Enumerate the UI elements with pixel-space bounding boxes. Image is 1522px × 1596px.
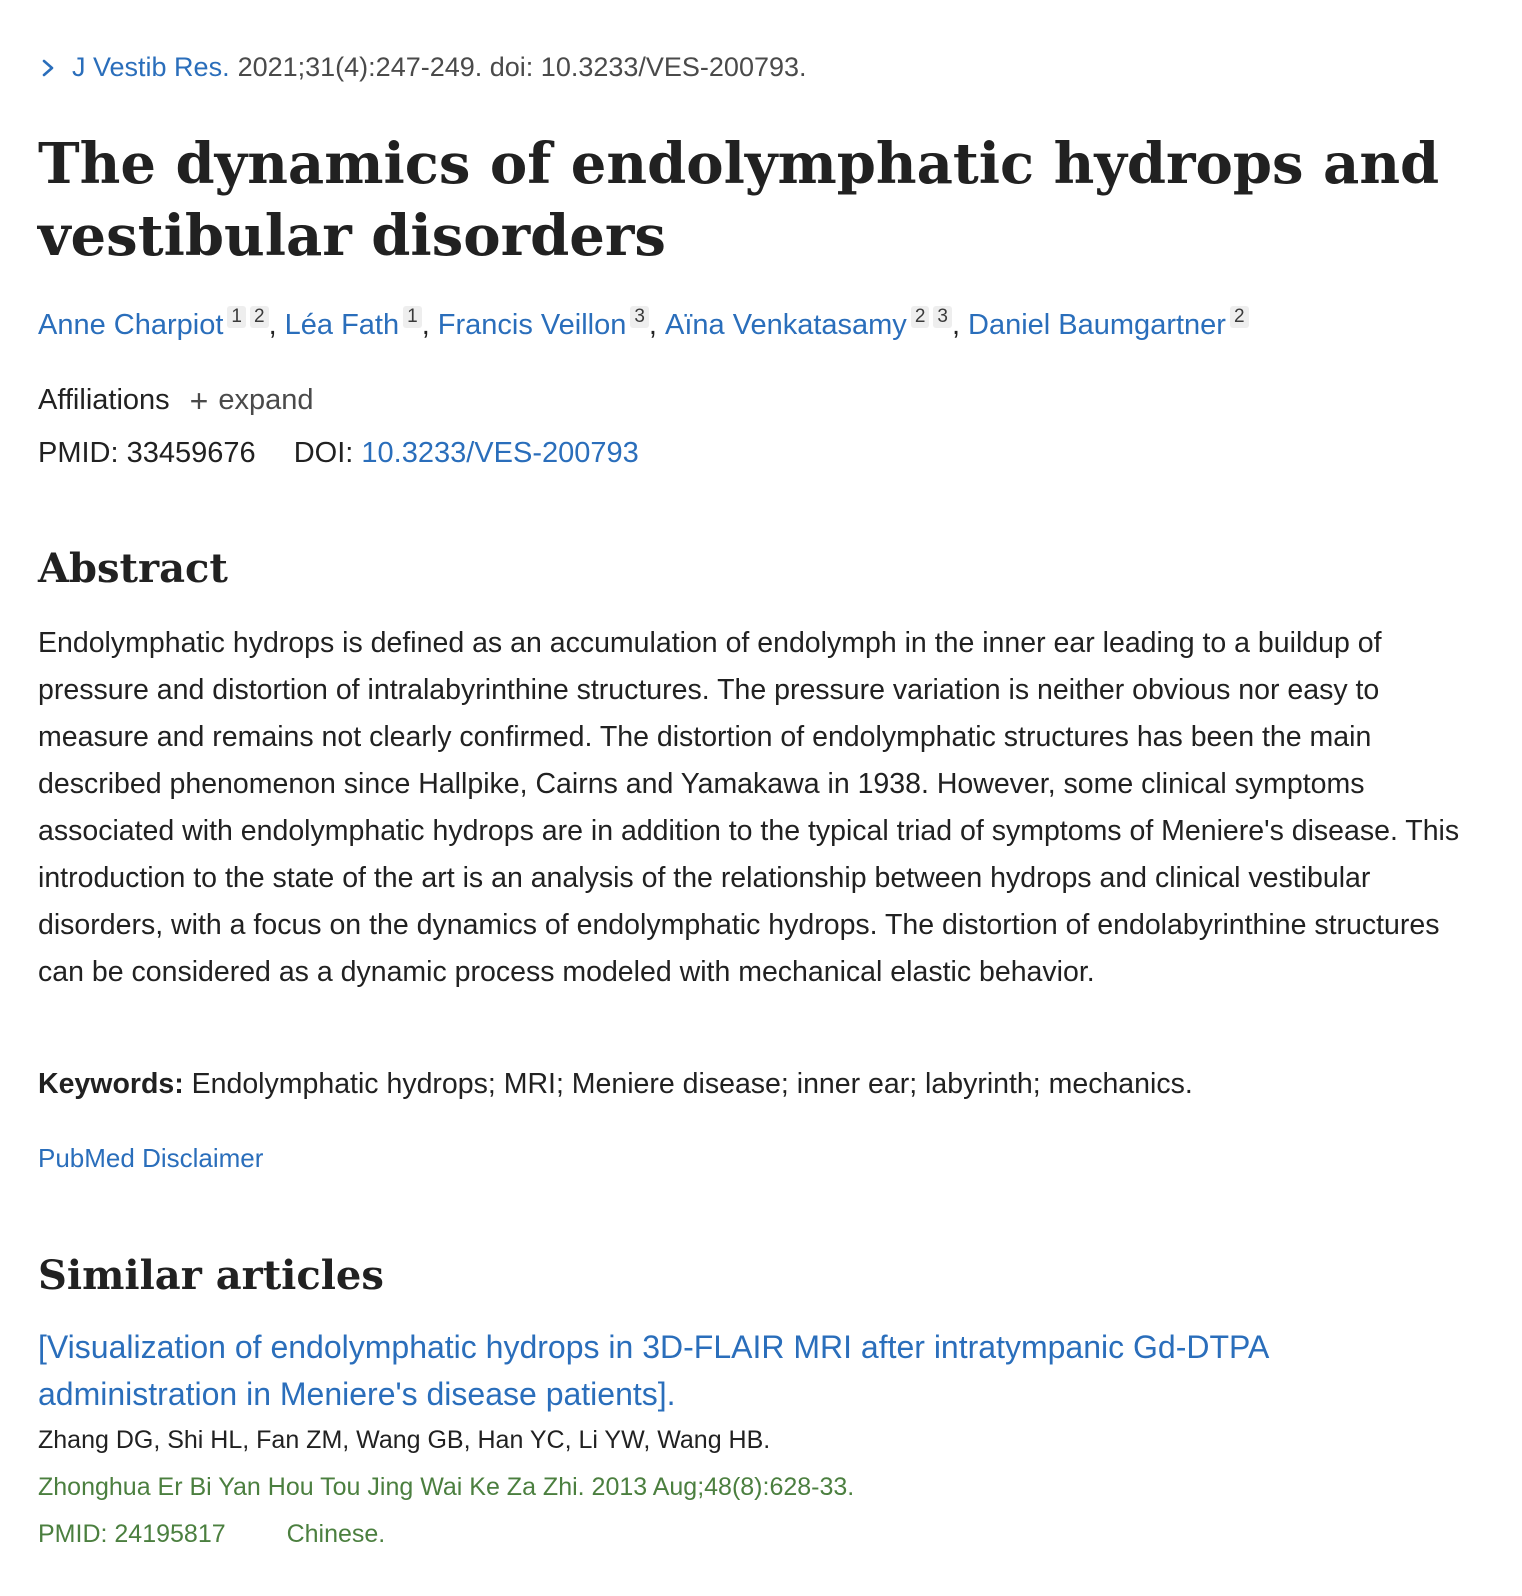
- journal-citation: [38, 52, 807, 83]
- similar-article-title-link[interactable]: [Visualization of endolymphatic hydrops in 3D-FLAIR MRI after intratympanic Gd-DTPA administration in Meniere's disease patients].: [38, 1329, 1268, 1412]
- abstract-heading: Abstract: [38, 545, 228, 592]
- author-list: Anne Charpiot 1 2 , Léa Fath 1 , Francis Veillon 3 , Aïna Venkatasamy 2 3 , Daniel Baumgartner 2: [38, 306, 1249, 342]
- similar-article-language: Chinese.: [286, 1520, 386, 1548]
- doi-link[interactable]: 10.3233/VES-200793: [361, 437, 639, 469]
- affiliation-ref[interactable]: 3: [630, 306, 649, 328]
- journal-link[interactable]: J Vestib Res.: [72, 52, 230, 82]
- plus-icon: +: [189, 382, 209, 419]
- similar-article-authors: Zhang DG, Shi HL, Fan ZM, Wang GB, Han YC, Li YW, Wang HB.: [38, 1426, 771, 1454]
- author-link[interactable]: Aïna Venkatasamy: [664, 309, 907, 341]
- author-link[interactable]: Léa Fath: [284, 309, 400, 341]
- article-title: The dynamics of endolymphatic hydrops and vestibular disorders: [38, 131, 1440, 269]
- affiliations-label: Affiliations: [38, 384, 170, 416]
- pubmed-disclaimer-link[interactable]: PubMed Disclaimer: [38, 1143, 264, 1173]
- chevron-right-icon[interactable]: [38, 58, 58, 78]
- abstract-text: Endolymphatic hydrops is defined as an accumulation of endolymph in the inner ear leading to a buildup of pressure and distortion of intralabyrinthine structures. The pressure variation is neither obvious nor easy to measure and remains not clearly confirmed. The distortion of endolymphatic structures has been the main described phenomenon since Hallpike, Cairns and Yamakawa in 1938. However, some clinical symptoms associated with endolymphatic hydrops are in addition to the typical triad of symptoms of Meniere's disease. This introduction to the state of the art is an analysis of the relationship between hydrops and clinical vestibular disorders, with a focus on the dynamics of endolymphatic hydrops. The distortion of endolabyrinthine structures can be considered as a dynamic process modeled with mechanical elastic behavior.: [38, 627, 1460, 988]
- affiliation-ref[interactable]: 3: [933, 306, 952, 328]
- affiliation-ref[interactable]: 2: [250, 306, 269, 328]
- affiliation-ref[interactable]: 2: [911, 306, 930, 328]
- similar-articles-heading: Similar articles: [38, 1252, 384, 1299]
- pmid-label: PMID:: [38, 437, 119, 469]
- author-link[interactable]: Francis Veillon: [437, 309, 627, 341]
- author-link[interactable]: Anne Charpiot: [38, 309, 224, 341]
- keywords-label: Keywords:: [38, 1068, 184, 1100]
- identifiers-row: [38, 437, 639, 470]
- expand-affiliations-button[interactable]: [190, 384, 314, 417]
- affiliation-ref[interactable]: 1: [227, 306, 246, 328]
- author-link[interactable]: Daniel Baumgartner: [968, 309, 1226, 341]
- similar-article-meta: [38, 1520, 385, 1549]
- affiliations-row: [38, 384, 314, 417]
- similar-article-pmid: PMID: 24195817: [38, 1520, 226, 1548]
- citation-details: 2021;31(4):247-249. doi: 10.3233/VES-200793.: [237, 52, 807, 82]
- expand-label: expand: [218, 384, 314, 416]
- similar-article-journal: Zhonghua Er Bi Yan Hou Tou Jing Wai Ke Za Zhi. 2013 Aug;48(8):628-33.: [38, 1473, 855, 1501]
- doi-label: DOI:: [293, 437, 354, 469]
- affiliation-ref[interactable]: 2: [1230, 306, 1249, 328]
- pmid-value: 33459676: [126, 437, 256, 469]
- keywords-text: Endolymphatic hydrops; MRI; Meniere disease; inner ear; labyrinth; mechanics.: [191, 1068, 1193, 1100]
- affiliation-ref[interactable]: 1: [403, 306, 422, 328]
- keywords: [38, 1068, 1193, 1101]
